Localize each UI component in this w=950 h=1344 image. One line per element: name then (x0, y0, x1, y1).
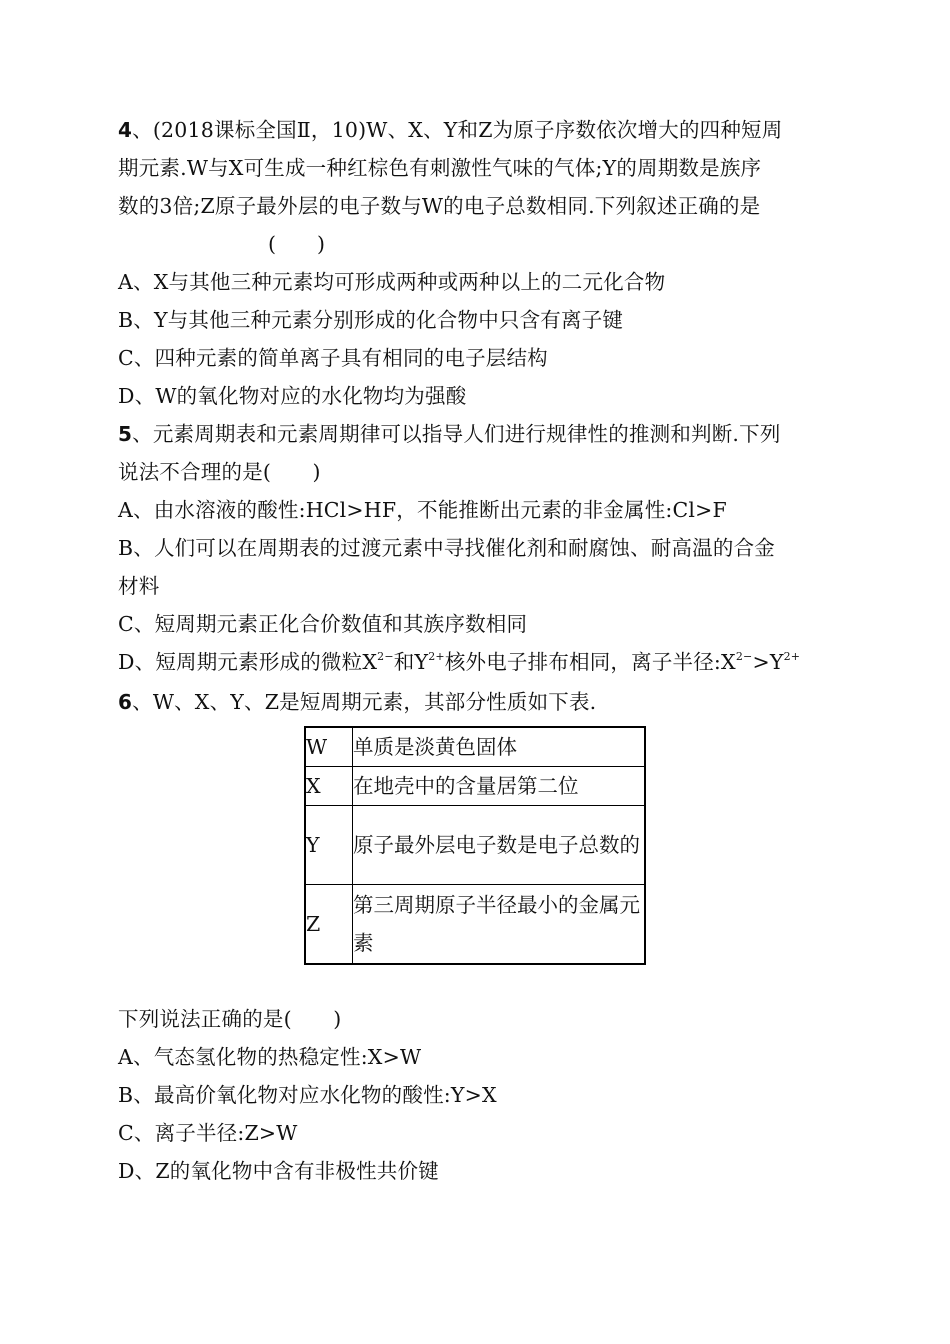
q4-line-1: 4、(2018课标全国Ⅱ，10)W、X、Y和Z为原子序数依次增大的四种短周 (118, 118, 783, 142)
q6-number: 6 (118, 690, 133, 714)
q5-option-a: A、由水溶液的酸性:HCl>HF，不能推断出元素的非金属性:Cl>F (118, 498, 727, 522)
table-key-cell: Z (305, 885, 353, 965)
table-row (305, 885, 645, 965)
q5-line-2: 说法不合理的是( ) (118, 460, 321, 484)
q5-number: 5 (118, 422, 133, 446)
table-row (305, 727, 645, 767)
q4-option-b: B、Y与其他三种元素分别形成的化合物中只含有离子键 (118, 308, 624, 332)
table-key-cell: X (305, 767, 353, 806)
q5-option-b-line-1: B、人们可以在周期表的过渡元素中寻找催化剂和耐腐蚀、耐高温的合金 (118, 536, 775, 560)
q6-line-1: 6、W、X、Y、Z是短周期元素，其部分性质如下表. (118, 690, 597, 714)
q4-option-c: C、四种元素的简单离子具有相同的电子层结构 (118, 346, 548, 370)
table-key-cell: Y (305, 806, 353, 885)
q4-line-2: 期元素.W与X可生成一种红棕色有刺激性气味的气体;Y的周期数是族序 (118, 156, 762, 180)
q5-option-c: C、短周期元素正化合价数值和其族序数相同 (118, 612, 528, 636)
table-value-cell: 在地壳中的含量居第二位 (353, 767, 646, 806)
q4-option-d: D、W的氧化物对应的水化物均为强酸 (118, 384, 467, 408)
table-value-cell: 原子最外层电子数是电子总数的 (353, 806, 646, 885)
q6-option-c: C、离子半径:Z>W (118, 1121, 298, 1145)
q4-option-a: A、X与其他三种元素均可形成两种或两种以上的二元化合物 (118, 270, 666, 294)
q6-option-a: A、气态氢化物的热稳定性:X>W (118, 1045, 422, 1069)
table-key-cell: W (305, 727, 353, 767)
q5-option-d: D、短周期元素形成的微粒$X^{2-}$和$Y^{2+}$核外电子排布相同，离子半径$:X^{2-}>Y^{2+}$ (118, 650, 801, 674)
q5-line-1: 5、元素周期表和元素周期律可以指导人们进行规律性的推测和判断.下列 (118, 422, 781, 446)
q6-stem: 下列说法正确的是( ) (118, 1007, 342, 1031)
q5-option-b-line-2: 材料 (118, 574, 160, 598)
table-row (305, 806, 645, 885)
element-properties-table (304, 726, 646, 965)
table-value-cell: 单质是淡黄色固体 (353, 727, 646, 767)
q4-line-3: 数的3倍;Z原子最外层的电子数与W的电子总数相同.下列叙述正确的是 (118, 194, 761, 218)
table-value-cell: 第三周期原子半径最小的金属元素 (353, 885, 646, 965)
table-row (305, 767, 645, 806)
q6-option-b: B、最高价氧化物对应水化物的酸性:Y>X (118, 1083, 497, 1107)
q6-option-d: D、Z的氧化物中含有非极性共价键 (118, 1159, 439, 1183)
q4-answer-blank: ( ) (268, 232, 325, 256)
q4-number: 4 (118, 118, 133, 142)
